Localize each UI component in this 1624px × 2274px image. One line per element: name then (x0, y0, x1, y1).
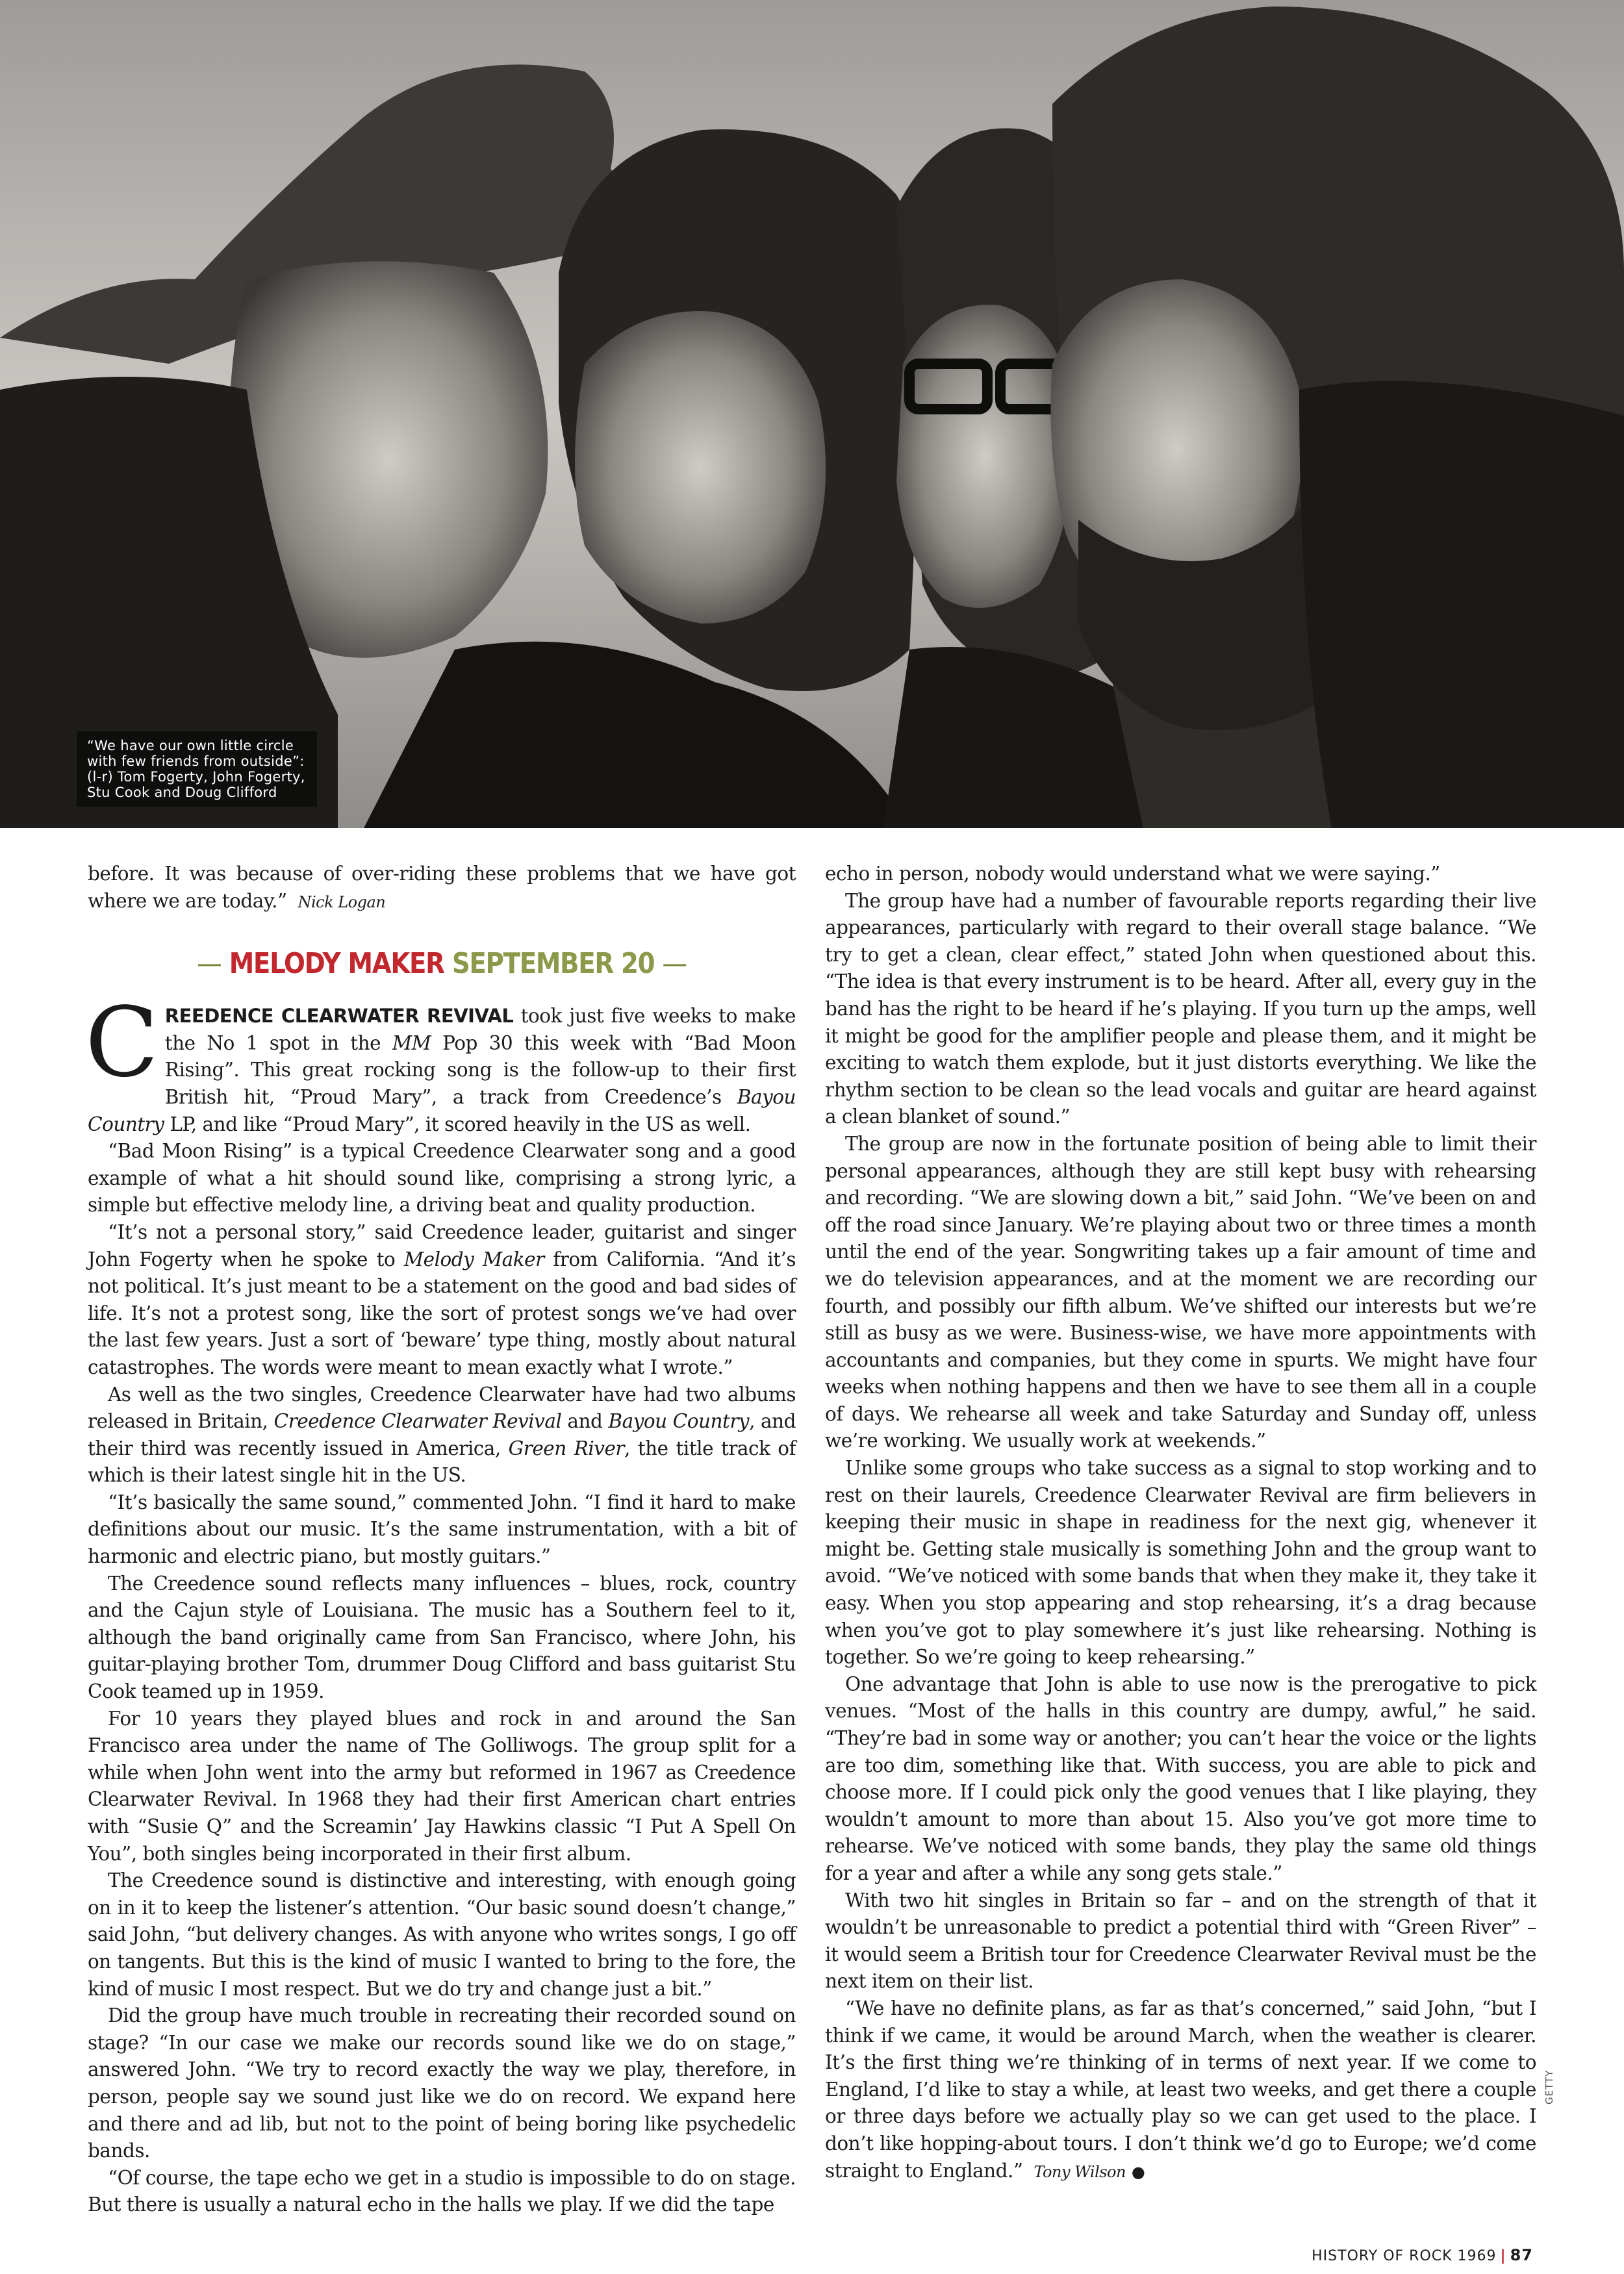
page-footer (1312, 2246, 1533, 2264)
paragraph (88, 1382, 796, 1489)
section-heading (130, 947, 753, 981)
heading-dash-right: — (662, 947, 687, 981)
lead-album-italic: Bayou Country (88, 1085, 796, 1135)
p4-text-a: As well as the two singles, Creedence Clearwater have had two albums released in Britain, (88, 1383, 796, 1433)
lead-mm-italic: MM (392, 1031, 431, 1054)
paragraph: “Of course, the tape echo we get in a studio is impossible to do on stage. But there is usually a natural echo in the halls we play. If we did the tape (88, 2166, 796, 2216)
lead-text-b: Pop 30 this week with “Bad Moon Rising”. This great rocking song is the follow-up to their first British hit, “Proud Mary”, a track from Creedence’s (164, 1031, 796, 1108)
intro-byline: Nick Logan (298, 892, 386, 911)
intro-text: before. It was because of over-riding these problems that we have got where we are today.” (88, 863, 796, 912)
photo-caption: “We have our own little circle with few friends from outside”: (l-r) Tom Fogerty, John Fogerty, Stu Cook and Doug Clifford (77, 731, 317, 807)
paragraph: “It’s basically the same sound,” commented John. “I find it hard to make definitions about our music. It’s the same instrumentation, with a bit of harmonic and electric piano, but mostly guitars.” (88, 1491, 796, 1568)
paragraph: echo in person, nobody would understand what we were saying.” (825, 863, 1440, 885)
paragraph: The group have had a number of favourable reports regarding their live appearances, particularly with regard to their overall stage balance. “We try to get a clean, clear effect,” stated John when questioned about this. “The idea is that every instrument is to be heard. After all, every guy in the band has the right to be heard if he’s playing. If you turn up the amps, well it might be good for the amplifier people and please them, and it might be exciting to watch them explode, but it just distorts everything. We like the rhythm section to be clean so the lead vocals and guitar are heard against a clean blanket of sound.” (825, 889, 1536, 1128)
photo-credit: GETTY (1543, 2069, 1555, 2104)
paragraph: Unlike some groups who take success as a signal to stop working and to rest on their laurels, Creedence Clearwater Revival are firm believers in keeping their music in shape in readiness for the next gig, whenever it might be. Getting stale musically is something John and the group want to avoid. “We’ve noticed with some bands that when they make it, they take it easy. When you stop appearing and stop rehearsing, it’s a drag because when you’ve got to play somewhere it’s just like rehearsing. Nothing is together. So we’re going to keep rehearsing.” (825, 1457, 1536, 1669)
band-photo-illustration (0, 0, 1624, 828)
p4-text-c: , and their third was recently issued in America, (88, 1410, 796, 1459)
lead-caps: REEDENCE CLEARWATER REVIVAL (164, 1005, 514, 1028)
heading-date: SEPTEMBER 20 (451, 947, 655, 981)
drop-cap: C (85, 987, 159, 1099)
final-paragraph (825, 1995, 1536, 2186)
heading-publication: MELODY MAKER (229, 947, 444, 981)
footer-separator: | (1500, 2248, 1506, 2264)
final-text: “We have no definite plans, as far as that’s concerned,” said John, “but I think if we came, it would be around March, when the weather is clearer. It’s the first thing we’re thinking of in terms of next year. If we come to England, I’d like to stay a while, at least two weeks, and get there a couple or three days before we actually play so we can get used to the place. I don’t like hopping-about tours. I don’t think we’d go to Europe; we’d come straight to England.” (825, 1997, 1536, 2182)
footer-title: HISTORY OF ROCK 1969 (1312, 2248, 1497, 2264)
p4-album3: Green River (508, 1437, 625, 1459)
intro-paragraph (88, 861, 796, 916)
final-byline: Tony Wilson (1034, 2162, 1126, 2181)
paragraph: The Creedence sound reflects many influences – blues, rock, country and the Cajun style of Louisiana. The music has a Southern feel to it, although the band originally came from San Francisco, where John, his guitar-playing brother Tom, drummer Doug Clifford and bass guitarist Stu Cook teamed up in 1959. (88, 1572, 796, 1703)
paragraph: For 10 years they played blues and rock in and around the San Francisco area under the name of The Golliwogs. The group split for a while when John went into the army but reformed in 1967 as Creedence Clearwater Revival. In 1968 they had their first American chart entries with “Susie Q” and the Screamin’ Jay Hawkins classic “I Put A Spell On You”, both singles being incorporated in their first album. (88, 1707, 796, 1865)
paragraph: The Creedence sound is distinctive and interesting, with enough going on in it to keep the listener’s attention. “Our basic sound doesn’t change,” said John, “but delivery changes. As with anyone who writes songs, I go off on tangents. But this is the kind of music I wanted to bring to the fore, the kind of music I most respect. But we do try and change just a bit.” (88, 1869, 796, 2000)
p4-album2: Bayou Country (608, 1410, 750, 1433)
paragraph: “Bad Moon Rising” is a typical Creedence Clearwater song and a good example of what a hit should sound like, comprising a strong lyric, a simple but effective melody line, a driving beat and quality production. (88, 1140, 796, 1217)
lead-paragraph (85, 987, 796, 1138)
p3-text-a: “It’s not a personal story,” said Creedence leader, guitarist and singer John Fogerty when he spoke to (88, 1220, 796, 1270)
page-number: 87 (1510, 2246, 1533, 2264)
lead-text-a: took just five weeks to make the No 1 spot in the (164, 1005, 796, 1054)
p3-text-b: from California. “And it’s not political. It’s just meant to be a statement on the good and bad sides of life. It’s not a protest song, like the sort of protest songs we’ve had over the last few years. Just a sort of ‘beware’ type thing, mostly about natural catastrophes. The words were meant to mean exactly what I wrote.” (88, 1248, 796, 1378)
heading-dash-left: — (197, 947, 222, 981)
paragraph (88, 1219, 796, 1382)
paragraph: One advantage that John is able to use now is the prerogative to pick venues. “Most of the halls in this country are dumpy, awful,” he said. “They’re bad in some way or another; you can’t hear the voice or the lights are too dim, something like that. With success, you are able to pick and choose more. If I could pick only the good venues that I like playing, they wouldn’t amount to more than about 15. Also you’ve got more time to rehearse. We’ve noticed with some bands, they play the same old things for a year and after a while any song gets stale.” (825, 1673, 1536, 1884)
end-mark-icon: ● (1131, 2162, 1145, 2181)
p4-text-d: , the title track of which is their latest single hit in the US. (88, 1437, 796, 1487)
paragraph: Did the group have much trouble in recreating their recorded sound on stage? “In our case we make our records sound like we do on stage,” answered John. “We try to record exactly the way we play, therefore, in person, people say we sound just like we do on record. We expand here and there and ad lib, but not to the point of being boring like psychedelic bands. (88, 2004, 796, 2162)
right-column (825, 861, 1536, 2186)
p3-italic: Melody Maker (403, 1248, 544, 1270)
p4-album1: Creedence Clearwater Revival (273, 1410, 562, 1433)
paragraph: With two hit singles in Britain so far – and on the strength of that it wouldn’t be unreasonable to predict a potential third with “Green River” – it would seem a British tour for Creedence Clearwater Revival must be the next item on their list. (825, 1889, 1536, 1993)
band-photo (0, 0, 1624, 828)
paragraph: The group are now in the fortunate position of being able to limit their personal appearances, although they are still kept busy with rehearsing and recording. “We are slowing down a bit,” said John. “We’ve been on and off the road since January. We’re playing about two or three times a month until the end of the year. Songwriting takes up a fair amount of time and we do television appearances, and at the moment we are recording our fourth, and possibly our fifth album. We’ve shifted our interests but we’re still as busy as we were. Business-wise, we have more appointments with accountants and companies, but they come in spurts. We might have four weeks when nothing happens and then we have to see them all in a couple of days. We rehearse all week and take Saturday and Sunday off, unless we’re working. We usually work at weekends.” (825, 1132, 1536, 1452)
lead-text-c: LP, and like “Proud Mary”, it scored heavily in the US as well. (164, 1113, 751, 1135)
left-column (85, 861, 796, 2219)
p4-text-b: and (561, 1410, 609, 1433)
